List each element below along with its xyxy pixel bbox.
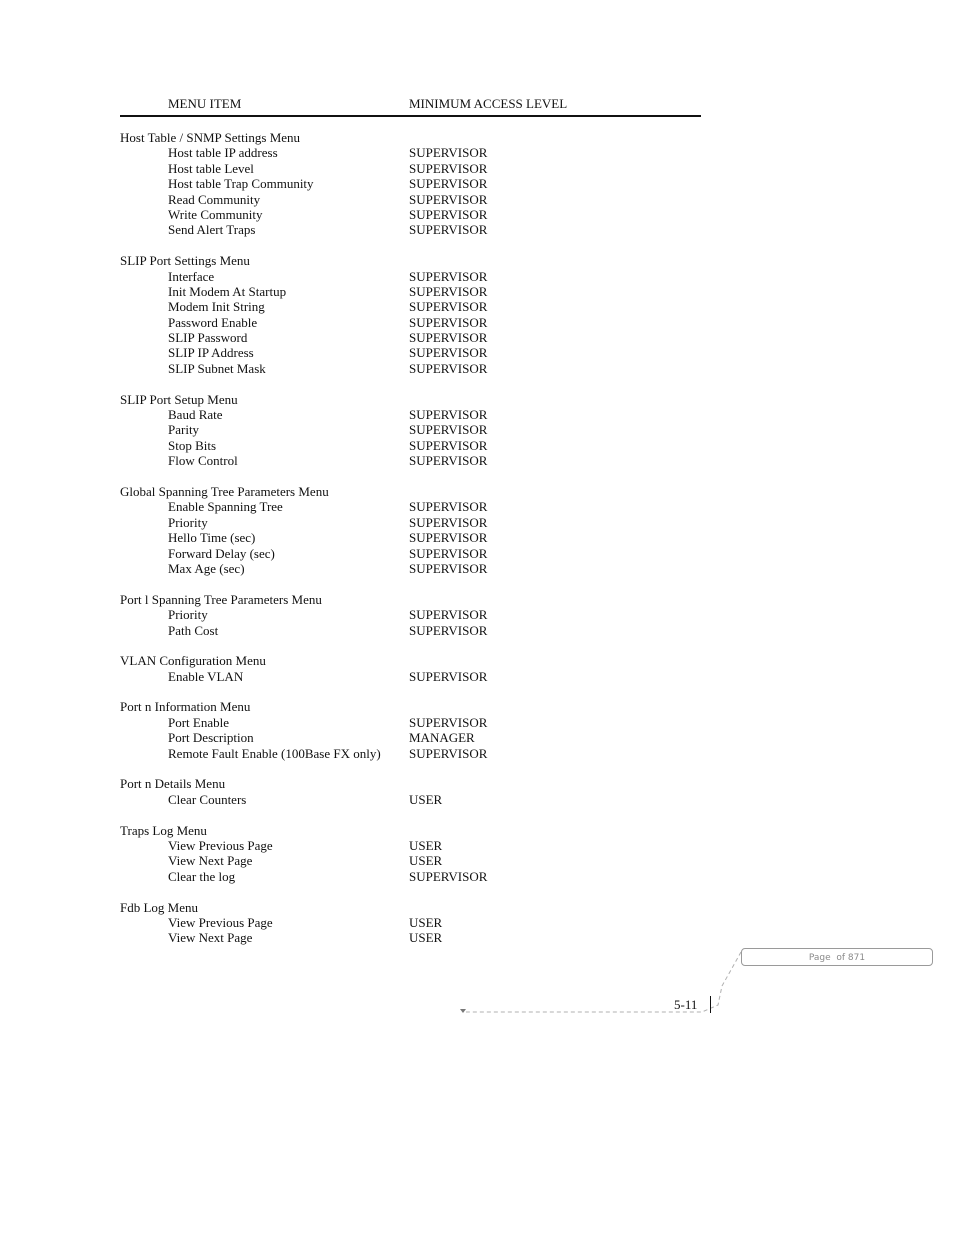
page-indicator-box [741, 948, 933, 966]
menu-item-row [120, 669, 720, 684]
access-level-value: SUPERVISOR [409, 360, 488, 376]
menu-item-name: Init Modem At Startup [168, 283, 287, 299]
menu-item-name: Read Community [168, 191, 261, 207]
menu-item-row [120, 607, 720, 622]
access-level-value: SUPERVISOR [409, 422, 488, 438]
menu-item-row [120, 207, 720, 222]
menu-item-name: SLIP IP Address [168, 345, 254, 361]
access-level-value: SUPERVISOR [409, 283, 488, 299]
menu-item-name: Host table IP address [168, 145, 278, 161]
menu-item-name: Password Enable [168, 314, 258, 330]
menu-item-row [120, 299, 720, 314]
menu-item-name: Remote Fault Enable (100Base FX only) [168, 745, 381, 761]
menu-item-row [120, 499, 720, 514]
access-level-value: SUPERVISOR [409, 437, 488, 453]
access-level-value: SUPERVISOR [409, 714, 488, 730]
section-title: Traps Log Menu [120, 822, 207, 838]
menu-item-row [120, 546, 720, 561]
table-header [120, 95, 701, 117]
menu-section [120, 699, 720, 761]
menu-item-row [120, 284, 720, 299]
menu-section [120, 484, 720, 576]
access-level-value: SUPERVISOR [409, 607, 488, 623]
menu-section [120, 392, 720, 469]
section-title: Port l Spanning Tree Parameters Menu [120, 591, 322, 607]
menu-item-row [120, 869, 720, 884]
menu-item-row [120, 145, 720, 160]
menu-item-name: Clear Counters [168, 791, 247, 807]
access-level-value: SUPERVISOR [409, 145, 488, 161]
menu-access-table [120, 130, 720, 961]
menu-item-name: SLIP Password [168, 330, 248, 346]
access-level-value: USER [409, 837, 443, 853]
menu-item-row [120, 407, 720, 422]
menu-item-name: Port Enable [168, 714, 230, 730]
menu-item-row [120, 623, 720, 638]
access-level-value: SUPERVISOR [409, 499, 488, 515]
access-level-value: USER [409, 930, 443, 946]
access-level-value: SUPERVISOR [409, 745, 488, 761]
menu-item-name: Enable VLAN [168, 668, 244, 684]
access-level-value: SUPERVISOR [409, 176, 488, 192]
menu-item-row [120, 530, 720, 545]
access-level-value: USER [409, 853, 443, 869]
menu-item-name: Parity [168, 422, 200, 438]
access-level-value: SUPERVISOR [409, 160, 488, 176]
menu-item-row [120, 222, 720, 237]
menu-item-row [120, 915, 720, 930]
menu-item-name: Stop Bits [168, 437, 217, 453]
menu-item-row [120, 561, 720, 576]
access-level-value: SUPERVISOR [409, 868, 488, 884]
menu-item-name: Flow Control [168, 453, 238, 469]
menu-item-name: Host table Level [168, 160, 254, 176]
access-level-value: SUPERVISOR [409, 330, 488, 346]
section-title: VLAN Configuration Menu [120, 653, 266, 669]
menu-item-row [120, 715, 720, 730]
menu-item-row [120, 438, 720, 453]
menu-item-row [120, 838, 720, 853]
menu-item-name: Send Alert Traps [168, 222, 256, 238]
page-number-bar [710, 996, 711, 1013]
access-level-value: SUPERVISOR [409, 191, 488, 207]
access-level-value: SUPERVISOR [409, 345, 488, 361]
access-level-value: SUPERVISOR [409, 407, 488, 423]
menu-item-name: Max Age (sec) [168, 560, 245, 576]
access-level-value: SUPERVISOR [409, 453, 488, 469]
access-level-value: SUPERVISOR [409, 222, 488, 238]
menu-item-row [120, 853, 720, 868]
menu-item-name: Enable Spanning Tree [168, 499, 283, 515]
access-level-value: SUPERVISOR [409, 560, 488, 576]
menu-item-name: Priority [168, 607, 208, 623]
menu-item-row [120, 345, 720, 360]
menu-item-row [120, 161, 720, 176]
menu-section [120, 776, 720, 807]
menu-item-name: Forward Delay (sec) [168, 545, 275, 561]
access-level-value: SUPERVISOR [409, 268, 488, 284]
menu-item-row [120, 176, 720, 191]
section-title: Global Spanning Tree Parameters Menu [120, 483, 329, 499]
section-title: Host Table / SNMP Settings Menu [120, 130, 301, 145]
section-title: Port n Information Menu [120, 699, 251, 715]
menu-item-name: Hello Time (sec) [168, 530, 256, 546]
menu-item-name: Priority [168, 514, 208, 530]
access-level-value: SUPERVISOR [409, 622, 488, 638]
menu-item-name: Interface [168, 268, 215, 284]
menu-section [120, 653, 720, 684]
access-level-value: SUPERVISOR [409, 668, 488, 684]
menu-item-name: Clear the log [168, 868, 236, 884]
menu-item-name: View Next Page [168, 930, 253, 946]
access-level-value: SUPERVISOR [409, 530, 488, 546]
section-title: Fdb Log Menu [120, 899, 198, 915]
menu-item-row [120, 422, 720, 437]
section-title: SLIP Port Settings Menu [120, 253, 250, 269]
access-level-value: SUPERVISOR [409, 299, 488, 315]
access-level-value: SUPERVISOR [409, 545, 488, 561]
menu-section [120, 253, 720, 376]
menu-item-row [120, 930, 720, 945]
menu-item-row [120, 192, 720, 207]
section-title: SLIP Port Setup Menu [120, 391, 238, 407]
menu-item-row [120, 269, 720, 284]
menu-item-name: Host table Trap Community [168, 176, 314, 192]
menu-item-column-header: MENU ITEM [168, 96, 242, 111]
menu-item-row [120, 315, 720, 330]
access-level-value: SUPERVISOR [409, 206, 488, 222]
section-title: Port n Details Menu [120, 776, 226, 792]
menu-item-name: Write Community [168, 206, 263, 222]
menu-item-row [120, 361, 720, 376]
access-level-value: MANAGER [409, 730, 475, 746]
menu-item-name: View Next Page [168, 853, 253, 869]
menu-item-row [120, 792, 720, 807]
page-indicator-label: Page of 871 [808, 953, 866, 963]
leader-arrow-icon [460, 1009, 466, 1013]
access-level-column-header: MINIMUM ACCESS LEVEL [409, 96, 568, 111]
menu-section [120, 130, 720, 238]
page-number: 5-11 [674, 997, 698, 1012]
menu-item-row [120, 330, 720, 345]
access-level-value: SUPERVISOR [409, 314, 488, 330]
menu-item-name: Path Cost [168, 622, 219, 638]
access-level-value: SUPERVISOR [409, 514, 488, 530]
menu-section [120, 900, 720, 946]
menu-item-name: View Previous Page [168, 914, 273, 930]
menu-item-row [120, 730, 720, 745]
menu-item-row [120, 453, 720, 468]
access-level-value: USER [409, 914, 443, 930]
menu-section [120, 823, 720, 885]
menu-item-name: SLIP Subnet Mask [168, 360, 266, 376]
menu-item-name: Modem Init String [168, 299, 265, 315]
menu-item-name: Baud Rate [168, 407, 223, 423]
menu-section [120, 592, 720, 638]
menu-item-row [120, 515, 720, 530]
menu-item-row [120, 746, 720, 761]
menu-item-name: View Previous Page [168, 837, 273, 853]
menu-item-name: Port Description [168, 730, 254, 746]
access-level-value: USER [409, 791, 443, 807]
